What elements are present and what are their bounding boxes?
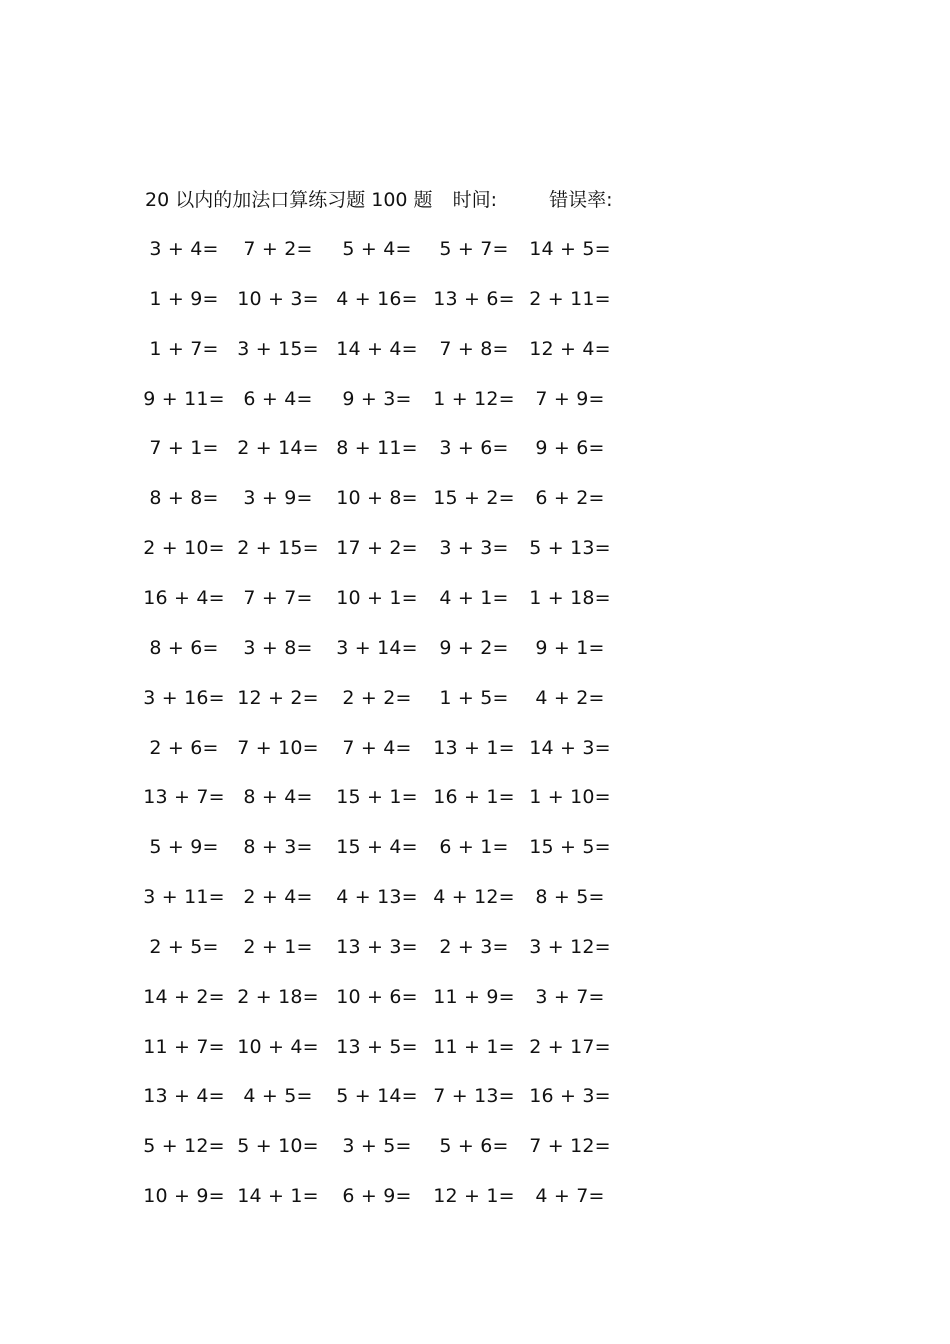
error-rate-label: 错误率: [549, 189, 613, 211]
problem-cell: 10 + 4= [237, 1035, 319, 1058]
problem-cell: 6 + 2= [535, 487, 605, 510]
problem-row [0, 1081, 950, 1111]
problem-cell: 9 + 3= [342, 387, 412, 410]
problem-cell: 4 + 1= [439, 586, 509, 609]
problem-cell: 8 + 5= [535, 886, 605, 909]
problem-row [0, 234, 950, 264]
problem-cell: 2 + 5= [149, 935, 219, 958]
problem-row [0, 1032, 950, 1062]
problem-cell: 3 + 4= [149, 238, 219, 260]
problem-row [0, 1131, 950, 1161]
problem-cell: 3 + 7= [535, 985, 605, 1008]
problem-cell: 7 + 4= [342, 736, 412, 759]
problem-cell: 1 + 12= [433, 387, 515, 410]
problem-row [0, 384, 950, 414]
problem-cell: 8 + 4= [243, 786, 313, 809]
problem-cell: 10 + 9= [143, 1185, 225, 1208]
problem-row [0, 683, 950, 713]
problem-cell: 5 + 10= [237, 1135, 319, 1158]
problem-row [0, 284, 950, 314]
problem-cell: 7 + 7= [243, 586, 313, 609]
problem-cell: 13 + 3= [336, 935, 418, 958]
problem-cell: 3 + 3= [439, 537, 509, 560]
problem-cell: 4 + 7= [535, 1185, 605, 1208]
problem-cell: 15 + 5= [529, 836, 611, 859]
problem-cell: 9 + 11= [143, 387, 225, 410]
problem-cell: 13 + 6= [433, 287, 515, 310]
problem-cell: 2 + 3= [439, 935, 509, 958]
problem-cell: 1 + 10= [529, 786, 611, 809]
problem-cell: 7 + 1= [149, 437, 219, 460]
problem-cell: 13 + 7= [143, 786, 225, 809]
problem-cell: 2 + 2= [342, 686, 412, 709]
problem-cell: 15 + 1= [336, 786, 418, 809]
problem-cell: 11 + 9= [433, 985, 515, 1008]
problem-row [0, 882, 950, 912]
problem-cell: 17 + 2= [336, 537, 418, 560]
problem-cell: 5 + 12= [143, 1135, 225, 1158]
problem-cell: 10 + 6= [336, 985, 418, 1008]
problem-cell: 12 + 1= [433, 1185, 515, 1208]
problem-cell: 3 + 8= [243, 636, 313, 659]
problem-cell: 2 + 14= [237, 437, 319, 460]
problem-cell: 3 + 5= [342, 1135, 412, 1158]
problem-cell: 11 + 7= [143, 1035, 225, 1058]
problem-cell: 3 + 15= [237, 337, 319, 360]
problem-cell: 5 + 4= [342, 238, 412, 260]
problem-row [0, 932, 950, 962]
problem-cell: 4 + 16= [336, 287, 418, 310]
problem-cell: 3 + 9= [243, 487, 313, 510]
problem-cell: 7 + 12= [529, 1135, 611, 1158]
problem-row [0, 982, 950, 1012]
problem-cell: 2 + 1= [243, 935, 313, 958]
problem-cell: 6 + 9= [342, 1185, 412, 1208]
problem-cell: 5 + 7= [439, 238, 509, 260]
problem-cell: 5 + 13= [529, 537, 611, 560]
problem-cell: 4 + 12= [433, 886, 515, 909]
problem-cell: 6 + 1= [439, 836, 509, 859]
problem-cell: 8 + 3= [243, 836, 313, 859]
problem-cell: 16 + 3= [529, 1085, 611, 1108]
problem-cell: 12 + 2= [237, 686, 319, 709]
problem-cell: 3 + 16= [143, 686, 225, 709]
problem-cell: 5 + 6= [439, 1135, 509, 1158]
problem-cell: 9 + 6= [535, 437, 605, 460]
problem-cell: 8 + 8= [149, 487, 219, 510]
problem-cell: 5 + 9= [149, 836, 219, 859]
problem-cell: 2 + 10= [143, 537, 225, 560]
problem-cell: 4 + 13= [336, 886, 418, 909]
problem-cell: 10 + 3= [237, 287, 319, 310]
problem-cell: 4 + 5= [243, 1085, 313, 1108]
time-label: 时间: [452, 189, 498, 211]
problem-row [0, 782, 950, 812]
problem-cell: 15 + 4= [336, 836, 418, 859]
problem-cell: 13 + 1= [433, 736, 515, 759]
problem-cell: 7 + 2= [243, 238, 313, 260]
problem-row [0, 633, 950, 663]
problem-cell: 6 + 4= [243, 387, 313, 410]
problem-cell: 16 + 4= [143, 586, 225, 609]
problem-cell: 13 + 4= [143, 1085, 225, 1108]
problem-cell: 14 + 5= [529, 238, 611, 260]
problem-cell: 12 + 4= [529, 337, 611, 360]
problem-cell: 7 + 8= [439, 337, 509, 360]
problem-cell: 10 + 1= [336, 586, 418, 609]
problem-cell: 14 + 1= [237, 1185, 319, 1208]
problem-row [0, 1181, 950, 1211]
problem-row [0, 433, 950, 463]
problem-cell: 2 + 15= [237, 537, 319, 560]
problem-cell: 14 + 2= [143, 985, 225, 1008]
problem-row [0, 583, 950, 613]
problem-cell: 8 + 11= [336, 437, 418, 460]
problem-cell: 3 + 11= [143, 886, 225, 909]
problem-cell: 14 + 4= [336, 337, 418, 360]
problem-cell: 14 + 3= [529, 736, 611, 759]
problem-cell: 7 + 9= [535, 387, 605, 410]
problem-cell: 2 + 11= [529, 287, 611, 310]
problem-cell: 7 + 13= [433, 1085, 515, 1108]
problem-row [0, 334, 950, 364]
problem-cell: 11 + 1= [433, 1035, 515, 1058]
problem-cell: 2 + 17= [529, 1035, 611, 1058]
problem-cell: 1 + 7= [149, 337, 219, 360]
problem-cell: 2 + 6= [149, 736, 219, 759]
problem-cell: 2 + 18= [237, 985, 319, 1008]
problem-cell: 9 + 1= [535, 636, 605, 659]
problem-cell: 9 + 2= [439, 636, 509, 659]
problem-cell: 3 + 6= [439, 437, 509, 460]
problem-cell: 7 + 10= [237, 736, 319, 759]
problem-cell: 1 + 5= [439, 686, 509, 709]
problem-cell: 5 + 14= [336, 1085, 418, 1108]
problem-row [0, 483, 950, 513]
problem-cell: 3 + 12= [529, 935, 611, 958]
problem-cell: 2 + 4= [243, 886, 313, 909]
title-text: 20 以内的加法口算练习题 100 题 [145, 189, 433, 211]
problem-cell: 16 + 1= [433, 786, 515, 809]
problem-cell: 15 + 2= [433, 487, 515, 510]
problem-row [0, 533, 950, 563]
problem-cell: 1 + 9= [149, 287, 219, 310]
problem-cell: 13 + 5= [336, 1035, 418, 1058]
problem-row [0, 832, 950, 862]
problem-cell: 4 + 2= [535, 686, 605, 709]
problem-row [0, 733, 950, 763]
problem-cell: 3 + 14= [336, 636, 418, 659]
problem-cell: 1 + 18= [529, 586, 611, 609]
problem-cell: 8 + 6= [149, 636, 219, 659]
problem-cell: 10 + 8= [336, 487, 418, 510]
